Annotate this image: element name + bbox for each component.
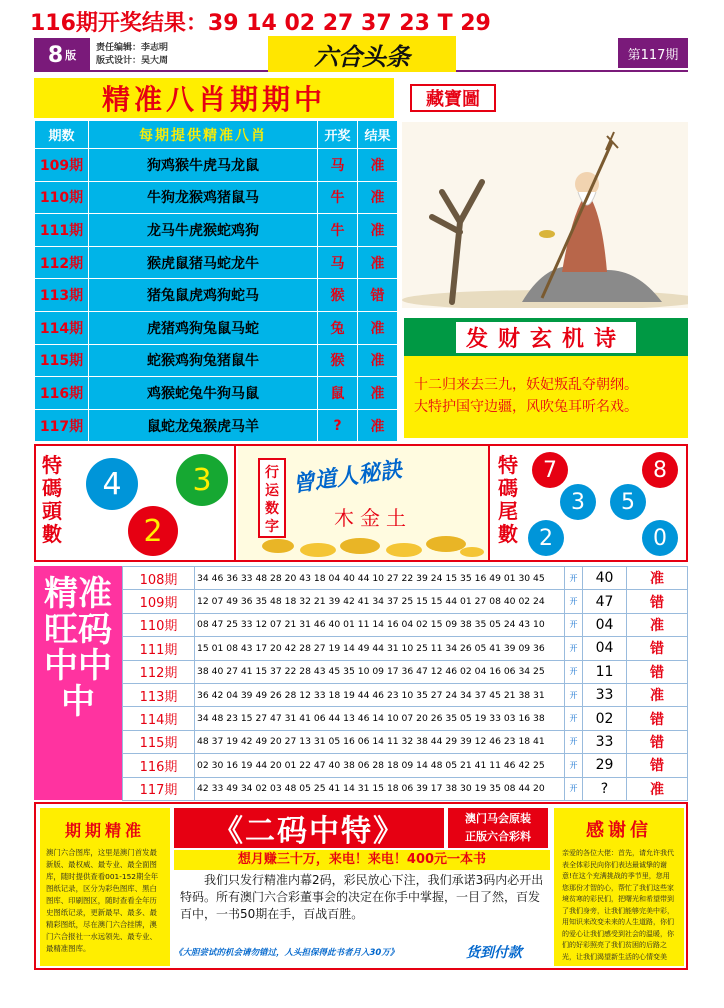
table-row	[123, 590, 688, 613]
code-value: ?	[583, 777, 627, 800]
row-list: 蛇猴鸡狗兔猪鼠牛	[89, 344, 318, 377]
sage-illustration	[402, 122, 688, 308]
row-open: ?	[318, 409, 358, 442]
number-hints-row	[34, 444, 688, 562]
thank-you-title: 感谢信	[586, 820, 652, 841]
table-row	[35, 181, 398, 214]
thank-you-letter	[554, 808, 684, 966]
code-result: 错	[627, 660, 688, 683]
zodiac-section-title: 精准八肖期期中	[34, 78, 394, 118]
row-result: 准	[358, 181, 398, 214]
page-suffix: 版	[65, 49, 77, 62]
poem-line-1: 十二归来去三九，妖妃叛乱夺朝纲。	[414, 377, 638, 393]
row-open: 猴	[318, 344, 358, 377]
table-row	[123, 707, 688, 730]
code-numbers: 34 46 36 33 48 28 20 43 18 04 40 44 10 27 22 39 24 15 35 16 49 01 30 45	[195, 567, 565, 590]
fortune-panel	[238, 446, 490, 560]
table-row	[123, 683, 688, 706]
poem-line-2: 大特护国守边疆，风吹兔耳听名戏。	[414, 399, 638, 415]
code-period: 114期	[123, 707, 195, 730]
row-list: 龙马牛虎猴蛇鸡狗	[89, 214, 318, 247]
row-list: 猪兔鼠虎鸡狗蛇马	[89, 279, 318, 312]
code-open-tag: 开	[565, 613, 583, 636]
col-result: 结果	[358, 121, 398, 149]
ad-slogan: 想月赚三十万，来电！来电！400元一本书	[174, 850, 550, 870]
ad-side-line-2: 正版六合彩料	[465, 830, 531, 843]
page-number: 8	[47, 42, 64, 68]
accuracy-box	[40, 808, 170, 966]
code-open-tag: 开	[565, 683, 583, 706]
ad-footnote: 《大胆尝试的机会请勿错过，人头担保得此书者月入30万》	[174, 948, 399, 958]
table-row	[35, 279, 398, 312]
row-period: 116期	[35, 377, 89, 410]
code-result: 准	[627, 777, 688, 800]
head-ball-2: 3	[176, 454, 228, 506]
code-result: 准	[627, 567, 688, 590]
ad-title: 《二码中特》	[174, 808, 444, 848]
row-list: 鸡猴蛇兔牛狗马鼠	[89, 377, 318, 410]
code-result: 错	[627, 707, 688, 730]
page-number-box	[34, 38, 90, 72]
hot-codes-section	[34, 566, 688, 800]
code-result: 准	[627, 683, 688, 706]
row-result: 准	[358, 377, 398, 410]
code-numbers: 34 48 23 15 27 47 31 41 06 44 13 46 14 10 07 20 26 35 05 19 33 03 16 38	[195, 707, 565, 730]
row-open: 牛	[318, 181, 358, 214]
code-value: 40	[583, 567, 627, 590]
code-period: 115期	[123, 730, 195, 753]
code-numbers: 15 01 08 43 17 20 42 28 27 19 14 49 44 31 10 25 11 34 26 05 41 39 09 36	[195, 637, 565, 660]
issue-number: 第117期	[618, 38, 688, 68]
code-value: 04	[583, 637, 627, 660]
row-open: 兔	[318, 311, 358, 344]
code-open-tag: 开	[565, 567, 583, 590]
row-list: 鼠蛇龙兔猴虎马羊	[89, 409, 318, 442]
tail-ball-2: 8	[642, 452, 678, 488]
code-open-tag: 开	[565, 660, 583, 683]
code-numbers: 08 47 25 33 12 07 21 31 46 40 01 11 14 16 04 02 15 09 38 35 05 24 43 10	[195, 613, 565, 636]
code-open-tag: 开	[565, 707, 583, 730]
code-result: 错	[627, 637, 688, 660]
row-period: 117期	[35, 409, 89, 442]
tail-ball-5: 2	[528, 520, 564, 556]
draw-result-banner: 116期开奖结果：39 14 02 27 37 23 T 29	[30, 11, 491, 36]
poem-body	[404, 356, 688, 438]
tail-ball-3: 3	[560, 484, 596, 520]
table-row	[123, 660, 688, 683]
sage-drawing	[402, 122, 688, 308]
ad-side-line-1: 澳门马会原装	[465, 812, 531, 825]
row-result: 准	[358, 149, 398, 182]
table-row	[123, 637, 688, 660]
code-numbers: 12 07 49 36 35 48 18 32 21 39 42 41 34 37 25 15 15 44 01 27 08 40 02 24	[195, 590, 565, 613]
accuracy-title: 期期精准	[64, 821, 145, 840]
code-open-tag: 开	[565, 637, 583, 660]
table-row	[123, 777, 688, 800]
hot-codes-table	[122, 566, 688, 801]
code-numbers: 38 40 27 41 15 37 22 28 43 45 35 10 09 17 36 47 12 46 02 04 16 06 34 25	[195, 660, 565, 683]
row-result: 准	[358, 344, 398, 377]
code-value: 04	[583, 613, 627, 636]
row-list: 猴虎鼠猪马蛇龙牛	[89, 246, 318, 279]
thank-you-text: 亲爱的各位大佬：首先，请允许我代表全体彩民向你们表达最诚挚的谢意!在这个充满挑战的季节里，您用您那份才智的心，帮忙了我们这些家境贫寒的彩民们，把曙光和希望带到了我们身旁，让我们能够完美中彩，用知识来改变未来的人生道路，你们的爱心让我们感受到社会的温暖，你们的好彩照亮了我们贫困的后路之光，让我们渴望新生活的心情变美	[562, 849, 674, 961]
table-row	[35, 377, 398, 410]
head-number-label: 特碼頭數	[42, 453, 62, 546]
row-list: 狗鸡猴牛虎马龙鼠	[89, 149, 318, 182]
row-period: 109期	[35, 149, 89, 182]
code-period: 108期	[123, 567, 195, 590]
bottom-panel	[34, 802, 688, 970]
code-numbers: 42 33 49 34 02 03 48 05 25 41 14 31 15 18 06 39 17 38 30 19 35 08 44 20	[195, 777, 565, 800]
col-list: 每期提供精准八肖	[89, 121, 318, 149]
hot-codes-label: 精准旺码中中中	[34, 566, 122, 800]
cash-on-delivery: 货到付款	[466, 945, 522, 961]
head-ball-3: 2	[128, 506, 178, 556]
tail-ball-1: 7	[532, 452, 568, 488]
row-period: 115期	[35, 344, 89, 377]
code-period: 111期	[123, 637, 195, 660]
code-result: 错	[627, 730, 688, 753]
col-open: 开奖	[318, 121, 358, 149]
code-value: 11	[583, 660, 627, 683]
tail-number-panel	[492, 446, 686, 560]
tail-number-label: 特碼尾數	[498, 453, 518, 546]
row-result: 准	[358, 311, 398, 344]
code-result: 错	[627, 590, 688, 613]
col-period: 期数	[35, 121, 89, 149]
zodiac-table-header	[35, 121, 398, 149]
code-value: 33	[583, 730, 627, 753]
code-open-tag: 开	[565, 590, 583, 613]
paper-name: 六合头条	[268, 36, 456, 72]
row-period: 114期	[35, 311, 89, 344]
table-row	[123, 567, 688, 590]
code-period: 113期	[123, 683, 195, 706]
code-period: 109期	[123, 590, 195, 613]
row-open: 鼠	[318, 377, 358, 410]
code-value: 33	[583, 683, 627, 706]
table-row	[35, 214, 398, 247]
row-period: 112期	[35, 246, 89, 279]
code-open-tag: 开	[565, 754, 583, 777]
row-list: 虎猪鸡狗兔鼠马蛇	[89, 311, 318, 344]
head-ball-1: 4	[86, 458, 138, 510]
code-period: 116期	[123, 754, 195, 777]
table-row	[35, 311, 398, 344]
row-result: 准	[358, 246, 398, 279]
book-ad	[174, 804, 550, 968]
row-list: 牛狗龙猴鸡猪鼠马	[89, 181, 318, 214]
treasure-map-tag: 藏寶圖	[410, 84, 496, 112]
row-result: 准	[358, 409, 398, 442]
accuracy-text: 澳门六合图库，这里是澳门首发最新版、最权威、最专业、最全面图库，随时提供查看001-152期全年图纸记录，区分为彩色图库、黑白图库、印刷图区，随时查看全年历史图纸记录，更新最早、最多、最精彩图纸，尽在澳门六合挂牌，澳门六合报社一水远领先、最专业、最精准图库。	[46, 848, 159, 953]
fortune-title: 曾道人秘訣	[290, 456, 404, 498]
ad-body: 我们只发行精准内幕2码，彩民放心下注，我们承诺3码内必开出特码。所有澳门六合彩董事会的决定在你手中掌握，一目了然，百发百中，一书50期在手，百战百胜。	[180, 873, 544, 921]
code-numbers: 36 42 04 39 49 26 28 12 33 18 19 44 46 23 10 35 27 24 34 37 45 21 38 31	[195, 683, 565, 706]
tail-ball-4: 5	[610, 484, 646, 520]
table-row	[123, 613, 688, 636]
row-period: 111期	[35, 214, 89, 247]
gold-ingots-decoration	[238, 446, 490, 560]
row-open: 牛	[318, 214, 358, 247]
table-row	[35, 409, 398, 442]
table-row	[35, 246, 398, 279]
table-row	[35, 149, 398, 182]
poem-title: 发财玄机诗	[456, 322, 636, 353]
table-row	[35, 344, 398, 377]
table-row	[123, 754, 688, 777]
code-value: 29	[583, 754, 627, 777]
code-numbers: 48 37 19 42 49 20 27 13 31 05 16 06 14 11 32 38 44 29 39 12 46 23 18 41	[195, 730, 565, 753]
row-open: 马	[318, 246, 358, 279]
ad-side-box	[448, 808, 548, 848]
fortune-label: 行运数字	[258, 458, 286, 538]
design-line: 版式设计：吴大周	[96, 56, 169, 66]
row-open: 猴	[318, 279, 358, 312]
code-value: 02	[583, 707, 627, 730]
row-open: 马	[318, 149, 358, 182]
table-row	[123, 730, 688, 753]
code-period: 112期	[123, 660, 195, 683]
fortune-elements: 木金土	[334, 506, 412, 530]
editor-credits	[96, 42, 168, 68]
row-result: 错	[358, 279, 398, 312]
head-number-panel	[36, 446, 236, 560]
code-period: 117期	[123, 777, 195, 800]
code-numbers: 02 30 16 19 44 20 01 22 47 40 38 06 28 18 09 14 48 05 21 41 11 46 42 25	[195, 754, 565, 777]
editor-line: 责任编辑：李志明	[96, 43, 169, 53]
zodiac-table	[34, 120, 398, 442]
tail-ball-6: 0	[642, 520, 678, 556]
row-period: 113期	[35, 279, 89, 312]
code-open-tag: 开	[565, 777, 583, 800]
code-open-tag: 开	[565, 730, 583, 753]
code-value: 47	[583, 590, 627, 613]
row-result: 准	[358, 214, 398, 247]
code-result: 错	[627, 754, 688, 777]
code-period: 110期	[123, 613, 195, 636]
poem-title-bar	[404, 318, 688, 356]
row-period: 110期	[35, 181, 89, 214]
code-result: 准	[627, 613, 688, 636]
